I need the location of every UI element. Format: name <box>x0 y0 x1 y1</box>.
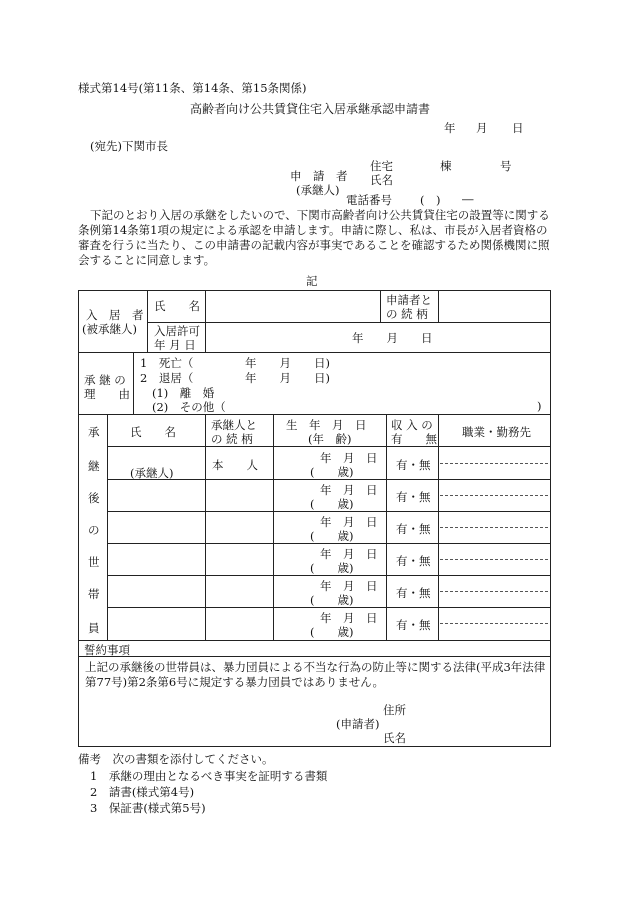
permit-date: 年 月 日 <box>352 331 433 345</box>
side-3: 後 <box>88 491 100 505</box>
hh-birth-header-2: (年 齢) <box>308 432 352 446</box>
side-6: 帯 <box>88 587 100 601</box>
reason-label-2: 理 由 <box>84 387 130 401</box>
date-year: 年 <box>444 121 456 135</box>
reason-label-1: 承 継 の <box>84 373 126 387</box>
pledge-address-label: 住所 <box>383 703 406 717</box>
hh-row-birth: 年 月 日 <box>320 483 378 497</box>
hh-row-age: ( 歳) <box>310 561 354 575</box>
side-2: 継 <box>88 459 100 473</box>
hh-income-header-2: 有 無 <box>391 432 437 446</box>
note-item: 3 保証書(様式第5号) <box>90 801 206 815</box>
hh-row-age: ( 歳) <box>310 465 354 479</box>
hh-row-income: 有・無 <box>396 458 431 472</box>
ki-label: 記 <box>306 274 318 288</box>
hh-relation-header-1: 承継人と <box>211 418 257 432</box>
address-label: 住宅 <box>370 159 393 173</box>
pledge-name-label: 氏名 <box>383 731 406 745</box>
reason-1-date: 年 月 日) <box>245 356 330 370</box>
name-label: 氏名 <box>370 173 393 187</box>
reason-1: 1 死亡（ <box>140 356 194 370</box>
reason-2-date: 年 月 日) <box>245 371 330 385</box>
side-4: の <box>88 523 100 537</box>
hh-row-income: 有・無 <box>396 522 431 536</box>
hh-row-relation: 本 人 <box>212 458 258 472</box>
hh-row-age: ( 歳) <box>310 593 354 607</box>
phone-label: 電話番号 <box>346 193 392 207</box>
hh-row-income: 有・無 <box>396 490 431 504</box>
phone-dash: ― <box>462 192 474 206</box>
hh-income-header-1: 収 入 の <box>391 418 433 432</box>
reason-2-2-close: ) <box>537 399 542 413</box>
hh-row-birth: 年 月 日 <box>320 611 378 625</box>
notes-heading: 備考 次の書類を添付してください。 <box>78 752 274 766</box>
unit-label: 号 <box>500 159 512 173</box>
applicant-label: 申 請 者 <box>290 169 348 183</box>
hh-relation-header-2: の 続 柄 <box>211 432 253 446</box>
permit-label-1: 入居許可 <box>154 324 200 338</box>
hh-name-header: 氏 名 <box>130 425 176 439</box>
form-title: 高齢者向け公共賃貸住宅入居承継承認申請書 <box>190 102 431 116</box>
hh-row-income: 有・無 <box>396 618 431 632</box>
hh-job-header: 職業・勤務先 <box>462 425 531 439</box>
hh-row-birth: 年 月 日 <box>320 547 378 561</box>
hh-row-income: 有・無 <box>396 586 431 600</box>
side-1: 承 <box>88 425 100 439</box>
phone-parens: ( ) <box>420 193 441 207</box>
pledge-applicant-label: (申請者) <box>336 717 380 731</box>
side-7: 員 <box>88 621 100 635</box>
applicant-label-sub: (承継人) <box>296 183 340 197</box>
reason-2-2: (2) その他（ <box>152 400 226 414</box>
intro-text: 下記のとおり入居の承継をしたいので、下関市高齢者向け公共賃貸住宅の設置等に関する条例第14条第1項の規定による承認を申請します。申請に際し、私は、市長が入居者資格の審査を行うに当たり、この申請書の記載内容が事実であることを確認するため関係機関に照会することに同意します。 <box>78 208 550 267</box>
hh-row-birth: 年 月 日 <box>320 451 378 465</box>
hh-row-income: 有・無 <box>396 554 431 568</box>
date-day: 日 <box>512 121 524 135</box>
pledge-heading: 誓約事項 <box>84 643 130 657</box>
pledge-text: 上記の承継後の世帯員は、暴力団員による不当な行為の防止等に関する法律(平成3年法律第77号)第2条第6号に規定する暴力団員ではありません。 <box>85 660 546 689</box>
hh-row-name: (承継人) <box>130 466 174 480</box>
side-5: 世 <box>88 555 100 569</box>
reason-2-1: (1) 離 婚 <box>152 386 215 400</box>
reason-2: 2 退居（ <box>140 371 194 385</box>
note-item: 1 承継の理由となるべき事実を証明する書類 <box>90 769 328 783</box>
relation-label-1: 申請者と <box>386 293 432 307</box>
hh-row-age: ( 歳) <box>310 497 354 511</box>
relation-label-2: の 続 柄 <box>386 307 428 321</box>
hh-row-birth: 年 月 日 <box>320 515 378 529</box>
resident-label-1: 入 居 者 <box>86 308 144 322</box>
form-number: 様式第14号(第11条、第14条、第15条関係) <box>78 81 307 95</box>
hh-row-birth: 年 月 日 <box>320 579 378 593</box>
resident-name-label: 氏 名 <box>154 299 200 313</box>
hh-birth-header-1: 生 年 月 日 <box>286 418 367 432</box>
date-month: 月 <box>476 121 488 135</box>
addressee: (宛先)下関市長 <box>90 139 168 153</box>
hh-row-age: ( 歳) <box>310 529 354 543</box>
permit-label-2: 年 月 日 <box>154 338 196 352</box>
hh-row-age: ( 歳) <box>310 625 354 639</box>
note-item: 2 請書(様式第4号) <box>90 785 195 799</box>
resident-label-2: (被承継人) <box>82 322 137 336</box>
building-label: 棟 <box>440 159 452 173</box>
